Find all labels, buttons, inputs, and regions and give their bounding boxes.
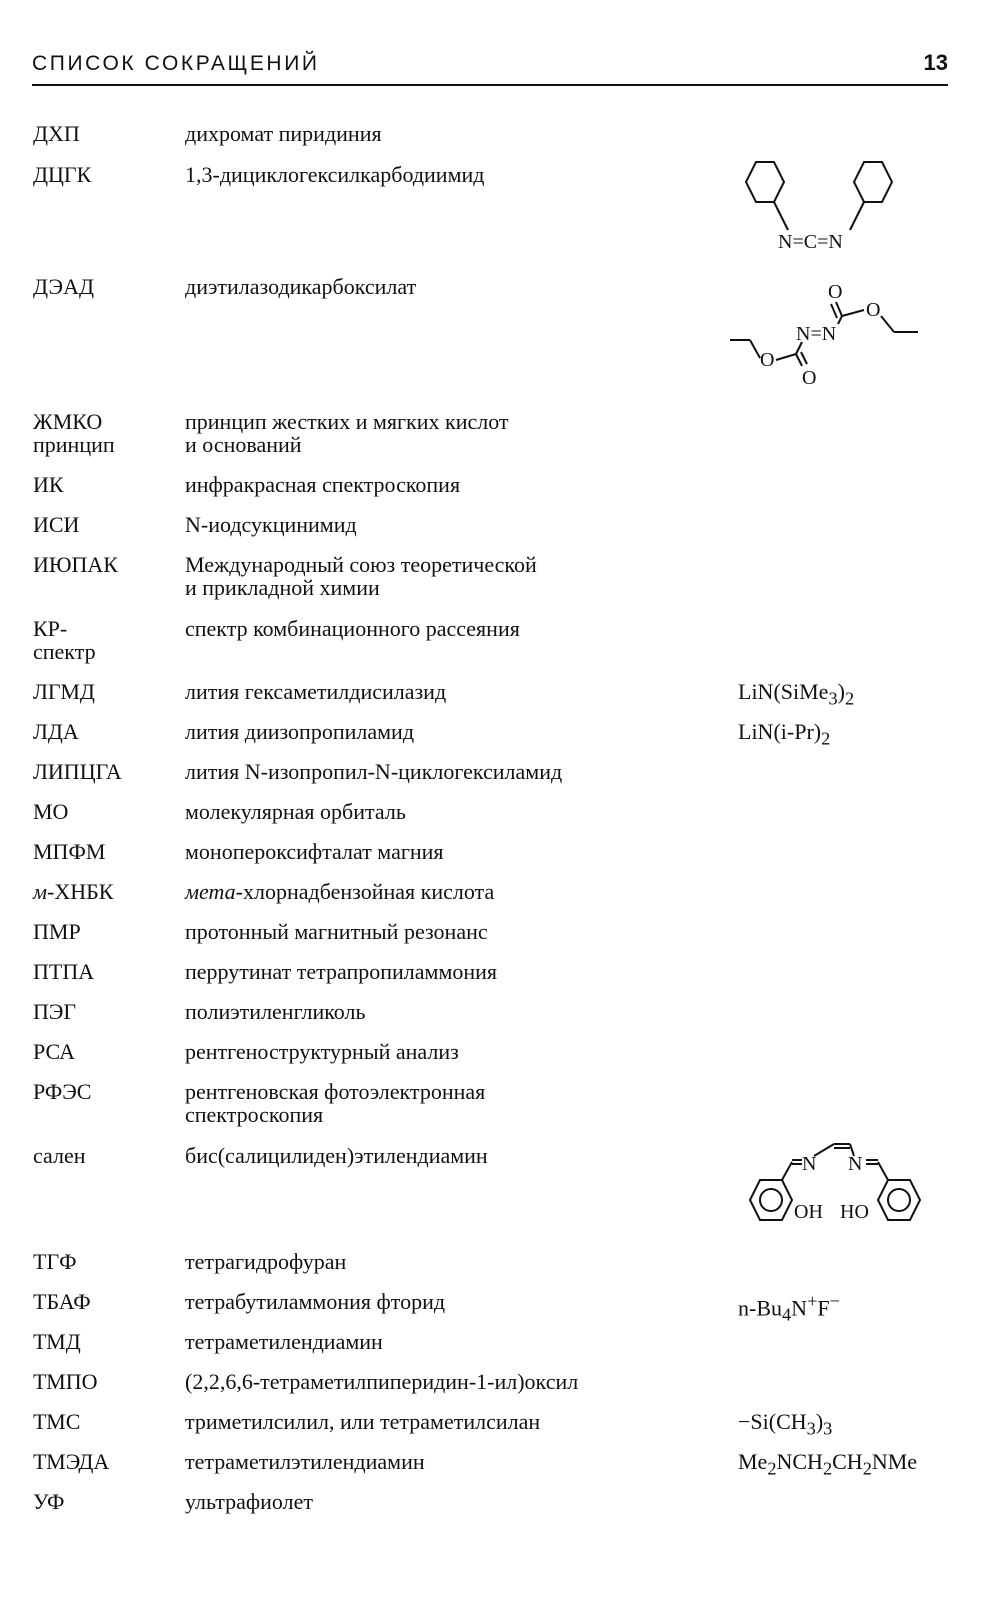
entry-description: спектр комбинационного рассеяния	[185, 616, 520, 641]
entry-description	[185, 553, 725, 599]
entry-description: протонный магнитный резонанс	[185, 919, 488, 944]
dead-label-nn: N=N	[796, 323, 837, 345]
entry-description: N-иодсукцинимид	[185, 512, 357, 537]
entry-formula	[738, 680, 998, 710]
entry-abbreviation: РСА	[33, 1039, 75, 1064]
entry-abbreviation: УФ	[33, 1489, 65, 1514]
entry-abbreviation: ТГФ	[33, 1249, 77, 1274]
desc-rest: -хлорнадбензойная кислота	[235, 879, 495, 904]
abbr-line-1: ЖМКО	[33, 409, 103, 434]
formula-part: Me	[738, 1449, 768, 1474]
entry-abbreviation: ТБАФ	[33, 1289, 91, 1314]
formula-part: N	[791, 1295, 808, 1321]
entry-description: рентгеноструктурный анализ	[185, 1039, 459, 1064]
dead-structure	[728, 276, 928, 391]
desc-line-2: спектроскопия	[185, 1102, 324, 1127]
entry-description: инфракрасная спектроскопия	[185, 472, 461, 497]
formula-part: LiN(i-Pr)	[738, 719, 822, 744]
formula-part: )	[837, 679, 845, 704]
abbr-rest: -ХНБК	[47, 879, 114, 904]
entry-abbreviation	[33, 617, 173, 663]
formula-part: LiN(SiMe	[738, 679, 829, 704]
formula-subscript: 2	[767, 1458, 777, 1479]
formula-subscript: 4	[782, 1304, 792, 1325]
desc-italic-prefix: мета	[185, 879, 236, 904]
entry-description: (2,2,6,6-тетраметилпиперидин-1-ил)оксил	[185, 1369, 579, 1394]
entry-description: бис(салицилиден)этилендиамин	[185, 1143, 488, 1168]
entry-description: триметилсилил, или тетраметилсилан	[185, 1409, 541, 1434]
entry-description: молекулярная орбиталь	[185, 799, 406, 824]
entry-description: тетрабутиламмония фторид	[185, 1289, 446, 1314]
formula-part: CH	[832, 1449, 863, 1474]
entry-abbreviation: ДЭАД	[33, 274, 94, 299]
formula-part: NMe	[871, 1449, 918, 1474]
entry-abbreviation: ТМПО	[33, 1369, 98, 1394]
entry-description: тетраметилендиамин	[185, 1329, 383, 1354]
entry-formula	[738, 720, 998, 750]
entry-description: лития N-изопропил-N-циклогексиламид	[185, 759, 563, 784]
entry-description: перрутинат тетрапропиламмония	[185, 959, 498, 984]
formula-subscript: 2	[821, 728, 831, 749]
formula-part: −Si(CH	[738, 1409, 807, 1434]
entry-abbreviation: ЛИПЦГА	[33, 759, 122, 784]
formula-subscript: 2	[844, 688, 855, 709]
entry-abbreviation: ТМЭДА	[33, 1449, 110, 1474]
entry-description: 1,3-дициклогексилкарбодиимид	[185, 162, 485, 187]
entry-formula	[738, 1410, 998, 1440]
dead-label-o-top: O	[828, 281, 843, 303]
entry-description	[185, 880, 725, 903]
salen-structure	[736, 1136, 946, 1236]
abbr-line-2: принцип	[33, 432, 115, 457]
entry-abbreviation: ДХП	[33, 121, 80, 146]
entry-description: тетрагидрофуран	[185, 1249, 347, 1274]
salen-label-n-left: N	[802, 1153, 817, 1175]
entry-abbreviation: ПТПА	[33, 959, 95, 984]
dcc-label: N=C=N	[778, 231, 843, 253]
dead-label-o-right: O	[866, 299, 881, 321]
formula-subscript: 3	[823, 1418, 833, 1439]
entry-abbreviation: ЛДА	[33, 719, 79, 744]
entry-abbreviation: РФЭС	[33, 1079, 92, 1104]
desc-line-2: и прикладной химии	[185, 575, 380, 600]
entry-description: диэтилазодикарбоксилат	[185, 274, 417, 299]
entry-description: лития диизопропиламид	[185, 719, 415, 744]
formula-superscript: +	[807, 1291, 818, 1311]
abbr-line-2: спектр	[33, 639, 96, 664]
entry-description: монопероксифталат магния	[185, 839, 444, 864]
entry-formula	[738, 1450, 998, 1480]
entry-description: ультрафиолет	[185, 1489, 313, 1514]
dead-label-o-bottom: O	[802, 367, 817, 389]
desc-line-2: и оснований	[185, 432, 302, 457]
formula-part: )	[815, 1409, 824, 1434]
formula-superscript: −	[829, 1291, 840, 1311]
entry-formula	[738, 1290, 998, 1327]
page-header	[32, 46, 948, 86]
entry-abbreviation: ИСИ	[33, 512, 80, 537]
formula-part: n-Bu	[738, 1295, 782, 1321]
entry-abbreviation	[33, 880, 173, 903]
entry-description	[185, 1080, 725, 1126]
entry-abbreviation: МО	[33, 799, 69, 824]
desc-line-1: принцип жестких и мягких кислот	[185, 409, 509, 434]
salen-label-n-right: N	[848, 1153, 863, 1175]
entry-description	[185, 410, 725, 456]
entry-description: полиэтиленгликоль	[185, 999, 366, 1024]
formula-subscript: 3	[828, 688, 838, 709]
entry-abbreviation: МПФМ	[33, 839, 106, 864]
formula-subscript: 2	[862, 1458, 872, 1479]
desc-line-1: Международный союз теоретической	[185, 552, 537, 577]
formula-part: NCH	[776, 1449, 823, 1474]
desc-line-1: рентгеновская фотоэлектронная	[185, 1079, 486, 1104]
entry-abbreviation: ИЮПАК	[33, 552, 118, 577]
entry-abbreviation: ИК	[33, 472, 64, 497]
header-title: СПИСОК СОКРАЩЕНИЙ	[32, 52, 320, 75]
entry-abbreviation: ДЦГК	[33, 162, 92, 187]
entry-abbreviation: сален	[33, 1143, 86, 1168]
entry-description: лития гексаметилдисилазид	[185, 679, 447, 704]
salen-label-oh: OH	[794, 1201, 823, 1223]
dcc-structure	[728, 158, 918, 258]
entry-description: дихромат пиридиния	[185, 121, 382, 146]
abbr-italic-prefix: м	[33, 879, 48, 904]
entry-abbreviation: ТМД	[33, 1329, 81, 1354]
entry-description: тетраметилэтилендиамин	[185, 1449, 425, 1474]
entry-abbreviation: ПМР	[33, 919, 81, 944]
entry-abbreviation: ЛГМД	[33, 679, 95, 704]
entry-abbreviation: ПЭГ	[33, 999, 77, 1024]
dead-label-o-left: O	[760, 349, 775, 371]
page-number: 13	[923, 50, 948, 75]
formula-subscript: 2	[822, 1458, 833, 1479]
entry-abbreviation: ТМС	[33, 1409, 81, 1434]
abbr-line-1: КР-	[33, 616, 68, 641]
salen-label-ho: HO	[840, 1201, 869, 1223]
formula-subscript: 3	[806, 1418, 816, 1439]
formula-part: F	[817, 1295, 830, 1321]
entry-abbreviation	[33, 410, 173, 456]
